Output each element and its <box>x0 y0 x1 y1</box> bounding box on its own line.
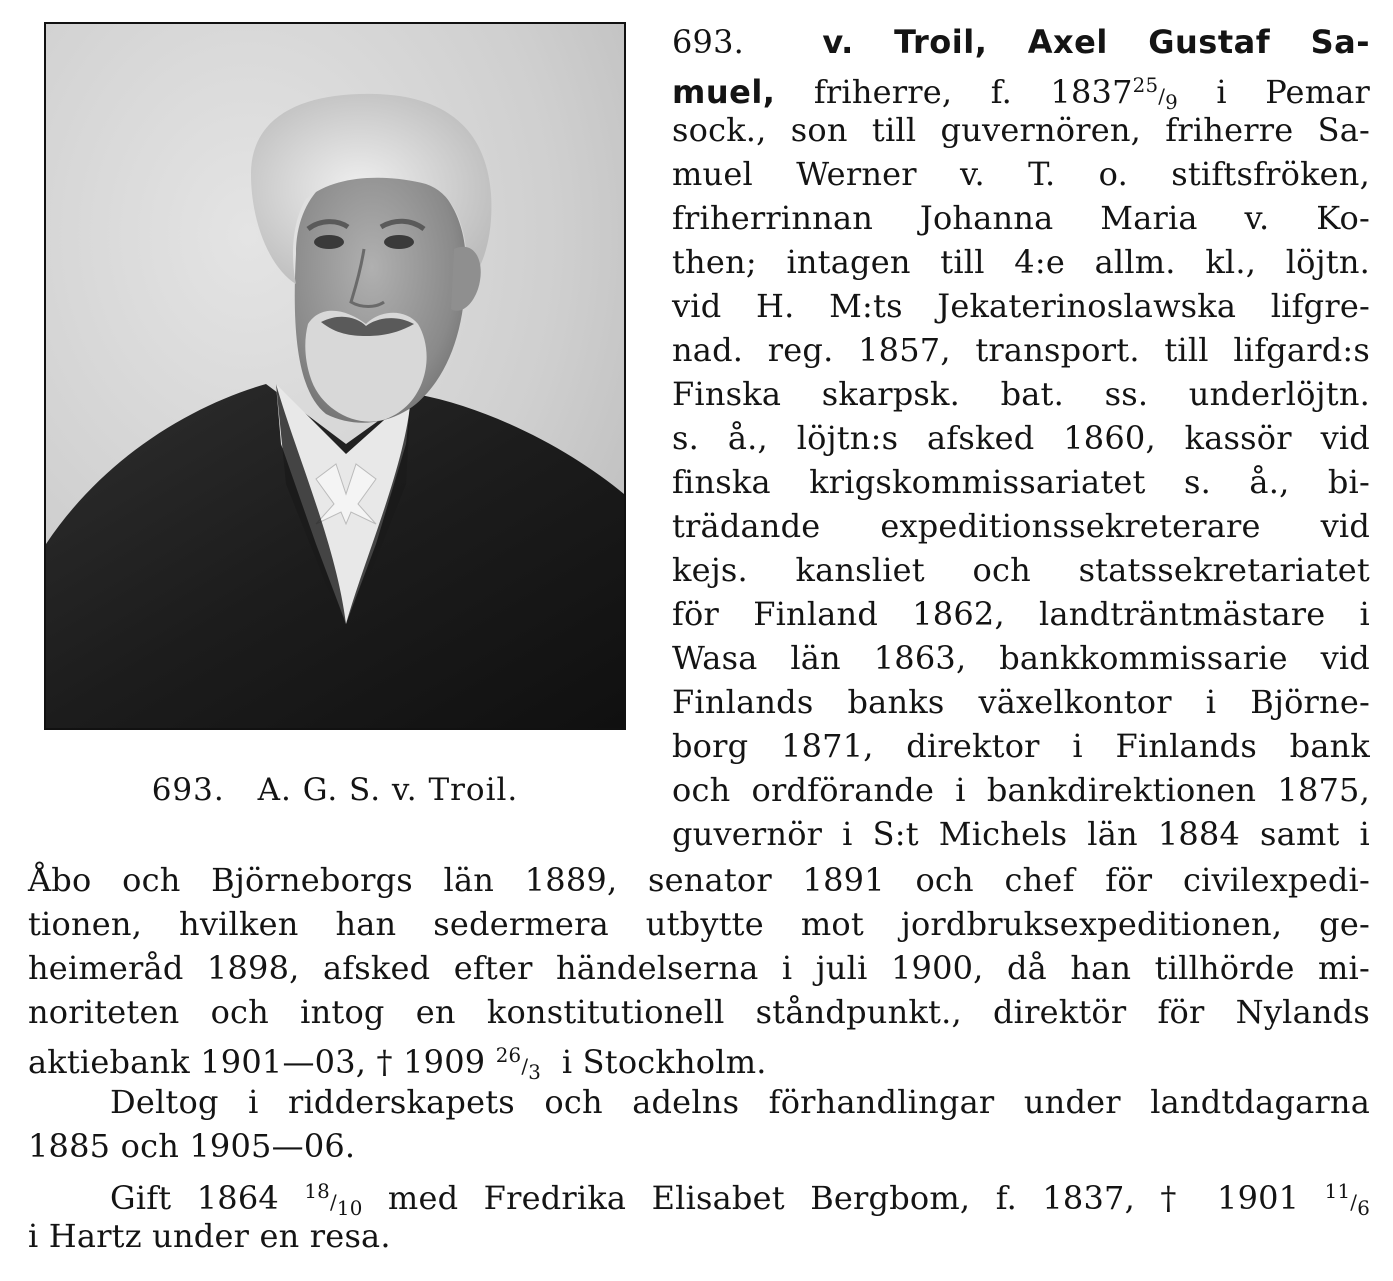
entry-line-6: then; intagen till 4:e allm. kl., löjtn. <box>672 243 1370 281</box>
diet-paragraph-line-2: 1885 och 1905—06. <box>28 1127 356 1165</box>
entry-line-23: noriteten och intog en konstitutionell ståndpunkt., direktör för Nylands <box>28 993 1370 1031</box>
entry-line-5: friherrinnan Johanna Maria v. Ko- <box>672 199 1370 237</box>
entry-line-13: kejs. kansliet och statssekretariatet <box>672 551 1370 589</box>
entry-line-10: s. å., löjtn:s afsked 1860, kassör vid <box>672 419 1370 457</box>
entry-line-2: muel, friherre, f. 183725/9 i Pemar <box>672 72 1371 114</box>
death-date-fraction: 26/3 <box>495 1044 542 1084</box>
entry-line-17: borg 1871, direktor i Finlands bank <box>672 727 1370 765</box>
birth-date-fraction: 25/9 <box>1132 74 1178 114</box>
entry-line-12: trädande expeditionssekreterare vid <box>672 507 1370 545</box>
entry-line-1 <box>672 20 1370 64</box>
entry-line-15: Wasa län 1863, bankkommissarie vid <box>672 639 1370 677</box>
entry-line-24: aktiebank 1901—03, † 1909 26/3 i Stockholm. <box>28 1042 767 1084</box>
entry-heading-cont: muel, <box>672 72 776 111</box>
entry-line-9: Finska skarpsk. bat. ss. underlöjtn. <box>672 375 1370 413</box>
spouse-death-date-fraction: 11/6 <box>1324 1180 1371 1220</box>
portrait-photo <box>44 22 626 730</box>
diet-paragraph-line-1: Deltog i ridderskapets och adelns förhandlingar under landtdagarna <box>110 1083 1370 1121</box>
entry-line-19: guvernör i S:t Michels län 1884 samt i <box>672 815 1370 853</box>
entry-line-4: muel Werner v. T. o. stiftsfröken, <box>672 155 1370 193</box>
entry-line-21: tionen, hvilken han sedermera utbytte mot jordbruksexpeditionen, ge- <box>28 905 1370 943</box>
entry-line-8: nad. reg. 1857, transport. till lifgard:s <box>672 331 1370 369</box>
entry-line-14: för Finland 1862, landträntmästare i <box>672 595 1370 633</box>
entry-line-22: heimeråd 1898, afsked efter händelserna i juli 1900, då han tillhörde mi- <box>28 949 1370 987</box>
marriage-line-2: i Hartz under en resa. <box>28 1217 391 1255</box>
portrait-illustration <box>46 24 624 728</box>
entry-line-20: Åbo och Björneborgs län 1889, senator 1891 och chef för civilexpedi- <box>28 861 1370 899</box>
caption-name: A. G. S. v. Troil. <box>257 772 519 808</box>
caption-number: 693. <box>151 772 225 808</box>
entry-line-7: vid H. M:ts Jekaterinoslawska lifgre- <box>672 287 1370 325</box>
entry-line-16: Finlands banks växelkontor i Björne- <box>672 683 1370 721</box>
entry-line-11: finska krigskommissariatet s. å., bi- <box>672 463 1370 501</box>
entry-number: 693. <box>672 23 745 61</box>
entry-heading: v. Troil, Axel Gustaf Sa- <box>822 23 1370 61</box>
marriage-date-fraction: 18/10 <box>304 1180 363 1220</box>
entry-line-18: och ordförande i bankdirektionen 1875, <box>672 771 1370 809</box>
marriage-line-1: Gift 1864 18/10 med Fredrika Elisabet Bergbom, f. 1837, † 1901 11/6 <box>110 1178 1371 1220</box>
portrait-caption <box>44 772 626 808</box>
entry-line-3: sock., son till guvernören, friherre Sa- <box>672 111 1370 149</box>
